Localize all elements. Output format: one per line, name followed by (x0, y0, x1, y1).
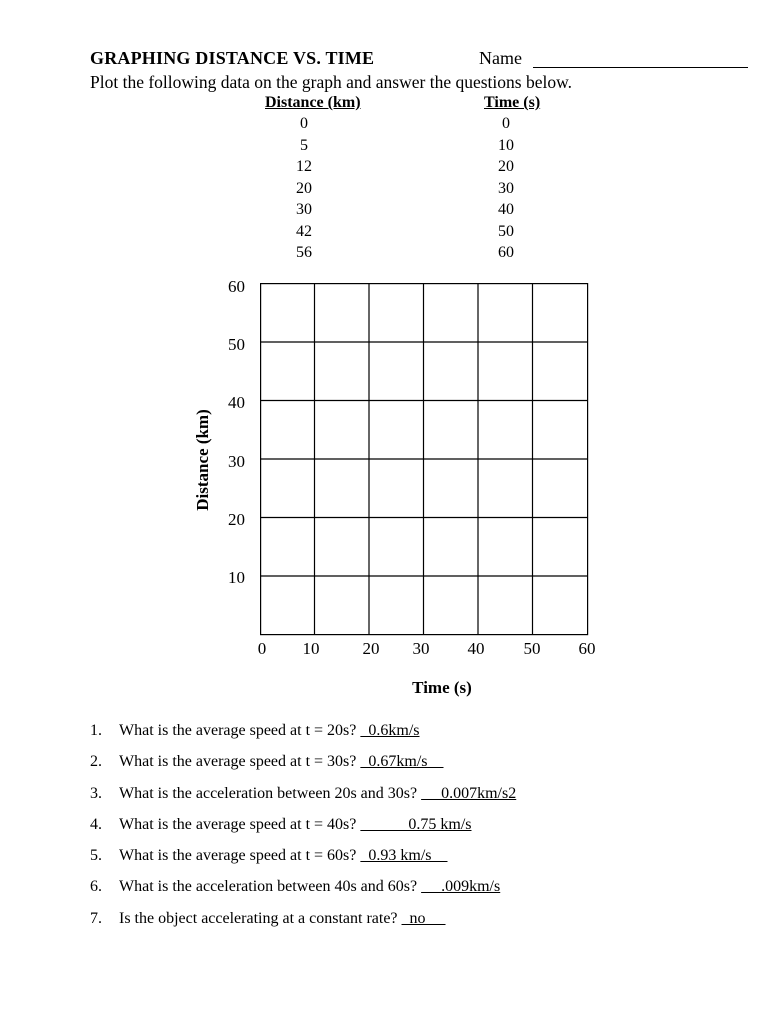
x-tick-label: 60 (578, 639, 596, 658)
question-text: What is the acceleration between 20s and 30s? (119, 784, 422, 802)
x-tick-label: 50 (523, 639, 541, 658)
answer-text: 0.6km/s (360, 722, 420, 739)
x-tick-label: 40 (467, 639, 485, 658)
answer-text: 0.75 km/s (360, 815, 472, 833)
distance-cell: 0 (300, 115, 308, 132)
y-tick-label: 60 (228, 277, 245, 296)
question-text: Is the object accelerating at a constant rate? (119, 909, 402, 927)
question-item (90, 878, 710, 909)
question-item (90, 785, 710, 816)
x-tick-label: 10 (302, 639, 320, 658)
time-column-header: Time (s) (484, 94, 541, 111)
time-cell: 30 (498, 179, 514, 197)
distance-column-header: Distance (km) (265, 94, 361, 111)
question-text: What is the acceleration between 40s and 60s? (119, 878, 422, 896)
answer-text: 0.007km/s2 (421, 784, 517, 802)
question-number: 1. (90, 722, 102, 739)
y-axis-title: Distance (km) (193, 409, 212, 511)
y-tick-label: 50 (228, 335, 245, 354)
question-item (90, 753, 710, 784)
question-number: 6. (90, 878, 102, 896)
name-blank-line (533, 67, 748, 68)
question-number: 4. (90, 815, 102, 833)
x-axis-title: Time (s) (412, 678, 472, 697)
y-tick-label: 30 (228, 452, 245, 471)
distance-cell: 42 (296, 222, 312, 240)
distance-cell: 5 (300, 136, 308, 154)
question-number: 5. (90, 847, 102, 865)
x-tick-label: 30 (412, 639, 430, 658)
time-cell: 50 (498, 222, 514, 240)
question-item (90, 847, 710, 878)
question-number: 3. (90, 784, 102, 802)
y-tick-label: 20 (228, 510, 245, 529)
question-number: 2. (90, 753, 102, 771)
time-cell: 10 (498, 136, 514, 154)
x-tick-label: 0 (257, 639, 267, 658)
question-text: What is the average speed at t = 30s? (119, 753, 361, 771)
question-text: What is the average speed at t = 60s? (119, 847, 361, 865)
question-text: What is the average speed at t = 40s? (119, 815, 361, 833)
name-label: Name (479, 48, 522, 68)
distance-cell: 20 (296, 179, 312, 197)
question-item (90, 816, 710, 847)
answer-text: 0.67km/s (360, 753, 444, 771)
graph-grid (260, 283, 589, 636)
answer-text: .009km/s (421, 878, 501, 896)
question-item (90, 722, 710, 753)
y-tick-label: 40 (228, 393, 245, 412)
time-cell: 40 (498, 201, 514, 218)
question-text: What is the average speed at t = 20s? (119, 722, 361, 739)
question-list (90, 722, 710, 941)
time-cell: 20 (498, 158, 514, 175)
time-cell: 60 (498, 244, 514, 261)
question-number: 7. (90, 909, 102, 927)
x-tick-label: 20 (362, 639, 380, 658)
distance-cell: 56 (296, 244, 312, 261)
distance-cell: 30 (296, 201, 312, 218)
worksheet-title: GRAPHING DISTANCE VS. TIME (90, 48, 375, 68)
distance-cell: 12 (296, 158, 312, 175)
answer-text: 0.93 km/s (360, 847, 448, 865)
answer-text: no (401, 909, 446, 927)
y-tick-label: 10 (228, 568, 245, 587)
time-cell: 0 (502, 115, 510, 132)
instructions: Plot the following data on the graph and answer the questions below. (90, 72, 572, 92)
question-item (90, 910, 710, 941)
